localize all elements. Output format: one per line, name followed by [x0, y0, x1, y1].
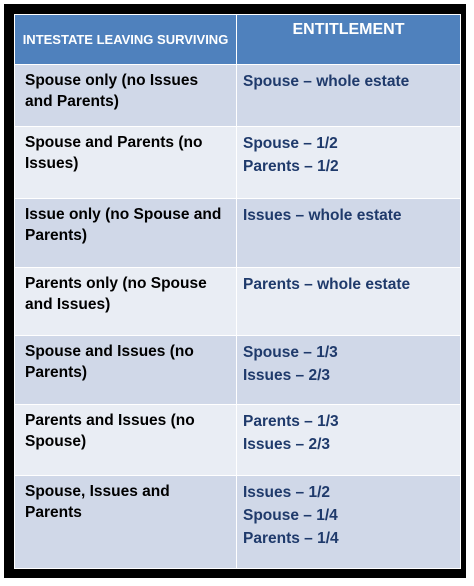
entitlement-cell	[237, 405, 461, 476]
table-row	[15, 199, 461, 268]
table-row	[15, 65, 461, 127]
entitlement-cell	[237, 336, 461, 405]
header-entitlement: ENTITLEMENT	[237, 15, 461, 65]
table-row	[15, 476, 461, 569]
table-row	[15, 405, 461, 476]
entitlement-cell	[237, 476, 461, 569]
entitlement-line: Parents – 1/4	[243, 530, 339, 547]
relatives-cell: Spouse and Issues (no Parents)	[15, 336, 237, 405]
entitlement-line: Issues – whole estate	[243, 207, 402, 224]
table-row	[15, 127, 461, 199]
relatives-cell: Spouse, Issues and Parents	[15, 476, 237, 569]
entitlement-cell	[237, 127, 461, 199]
intestate-entitlement-table	[14, 14, 461, 569]
entitlement-cell	[237, 65, 461, 127]
entitlement-line: Spouse – 1/3	[243, 344, 338, 361]
entitlement-line: Issues – 2/3	[243, 436, 331, 453]
table-row	[15, 268, 461, 336]
header-intestate-leaving-surviving: INTESTATE LEAVING SURVIVING	[15, 15, 237, 65]
entitlement-line: Parents – whole estate	[243, 276, 411, 293]
entitlement-line: Issues – 2/3	[243, 367, 331, 384]
entitlement-line: Spouse – 1/2	[243, 135, 338, 152]
relatives-cell: Parents only (no Spouse and Issues)	[15, 268, 237, 336]
entitlement-line: Issues – 1/2	[243, 484, 331, 501]
entitlement-line: Parents – 1/2	[243, 158, 339, 175]
entitlement-line: Spouse – 1/4	[243, 507, 338, 524]
table-header-row	[15, 15, 461, 65]
relatives-cell: Spouse only (no Issues and Parents)	[15, 65, 237, 127]
relatives-cell: Issue only (no Spouse and Parents)	[15, 199, 237, 268]
entitlement-line: Spouse – whole estate	[243, 73, 410, 90]
entitlement-line: Parents – 1/3	[243, 413, 339, 430]
table-frame	[4, 4, 466, 578]
relatives-cell: Parents and Issues (no Spouse)	[15, 405, 237, 476]
relatives-cell: Spouse and Parents (no Issues)	[15, 127, 237, 199]
entitlement-cell	[237, 268, 461, 336]
table-row	[15, 336, 461, 405]
entitlement-cell	[237, 199, 461, 268]
